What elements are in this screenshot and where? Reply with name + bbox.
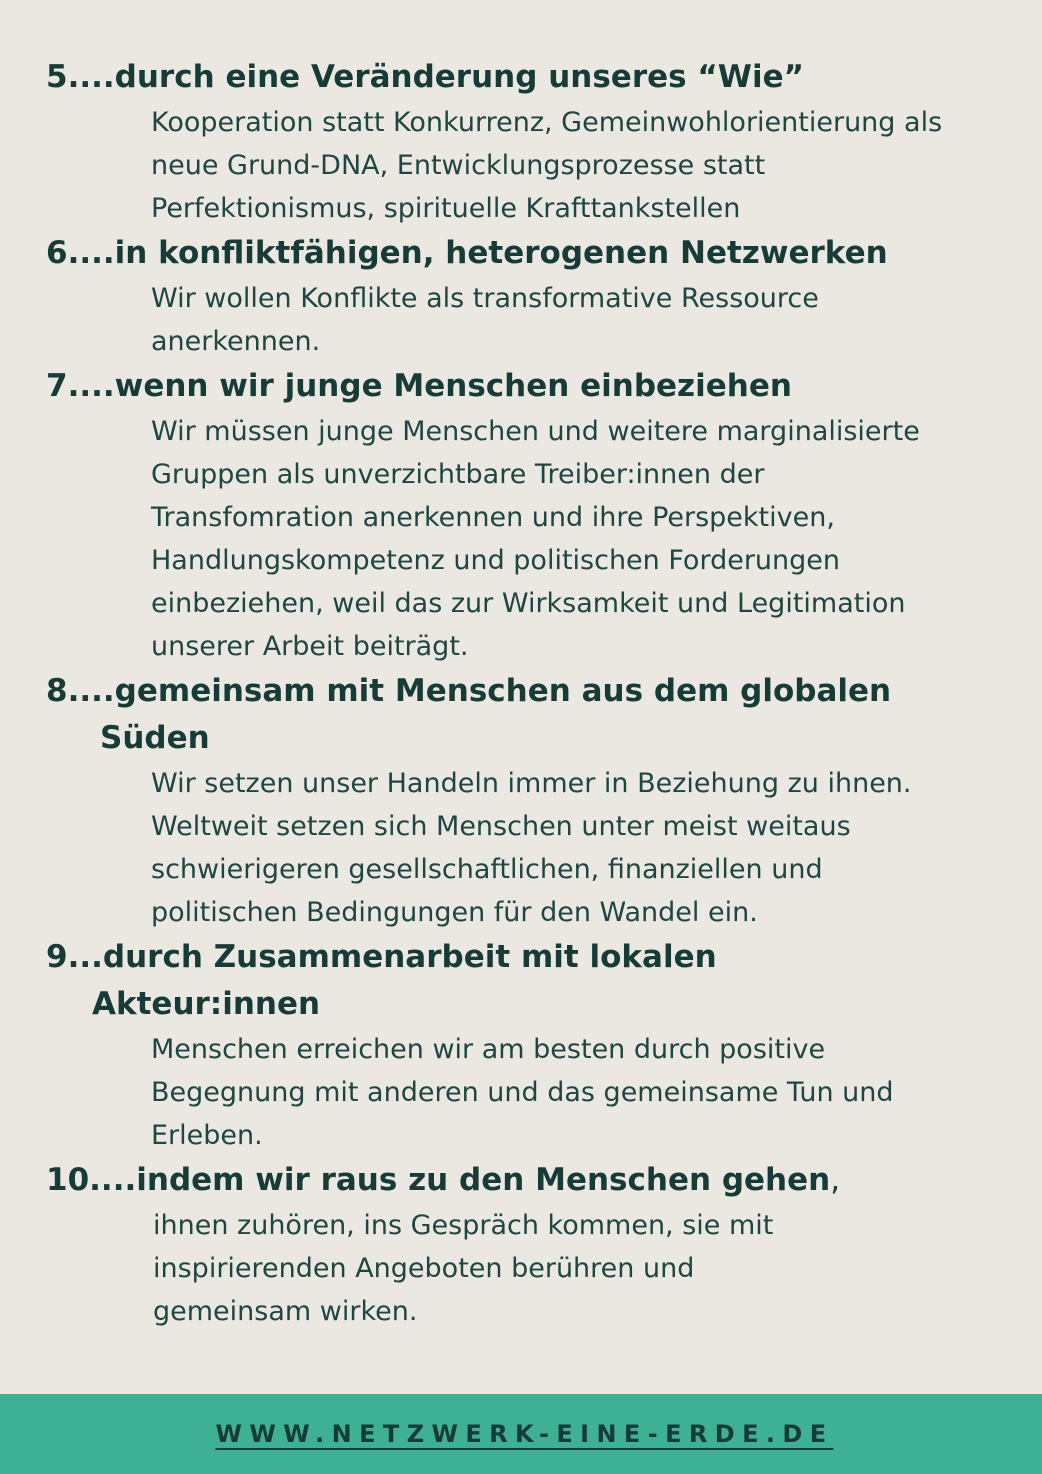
item-8-line-4: politischen Bedingungen für den Wandel ein. xyxy=(151,897,758,928)
item-8-heading: 8....gemeinsam mit Menschen aus dem globalen xyxy=(46,673,892,709)
item-8-line-1: Wir setzen unser Handeln immer in Beziehung zu ihnen. xyxy=(151,768,912,799)
item-8-line-3: schwierigeren gesellschaftlichen, finanziellen und xyxy=(151,854,823,885)
item-10-line-1: ihnen zuhören, ins Gespräch kommen, sie mit xyxy=(153,1210,774,1241)
item-10-heading xyxy=(46,1157,840,1203)
item-7-heading: 7....wenn wir junge Menschen einbeziehen xyxy=(46,368,792,404)
item-9-line-1: Menschen erreichen wir am besten durch positive xyxy=(151,1034,826,1065)
item-5-line-3: Perfektionismus, spirituelle Krafttankstellen xyxy=(151,193,741,224)
item-7-line-5: einbeziehen, weil das zur Wirksamkeit und Legitimation xyxy=(151,588,906,619)
item-7-line-6: unserer Arbeit beiträgt. xyxy=(151,631,469,662)
item-9-heading: 9...durch Zusammenarbeit mit lokalen xyxy=(46,939,717,975)
item-9-line-3: Erleben. xyxy=(151,1120,263,1151)
item-5-heading: 5....durch eine Veränderung unseres “Wie” xyxy=(46,59,804,95)
item-10-heading-comma: , xyxy=(830,1162,841,1198)
item-10-line-3: gemeinsam wirken. xyxy=(153,1296,418,1327)
item-9-line-2: Begegnung mit anderen und das gemeinsame Tun und xyxy=(151,1077,894,1108)
item-6-line-1: Wir wollen Konflikte als transformative Ressource xyxy=(151,283,819,314)
item-7-line-4: Handlungskompetenz und politischen Forderungen xyxy=(151,545,841,576)
item-7-line-1: Wir müssen junge Menschen und weitere marginalisierte xyxy=(151,416,920,447)
item-10-line-2: inspirierenden Angeboten berühren und xyxy=(153,1253,695,1284)
item-6-line-2: anerkennen. xyxy=(151,326,321,357)
item-5-line-2: neue Grund-DNA, Entwicklungsprozesse statt xyxy=(151,150,766,181)
item-7-line-2: Gruppen als unverzichtbare Treiber:innen der xyxy=(151,459,765,490)
item-5-line-1: Kooperation statt Konkurrenz, Gemeinwohlorientierung als xyxy=(151,107,943,138)
item-6-heading: 6....in konfliktfähigen, heterogenen Netzwerken xyxy=(46,235,888,271)
website-link[interactable]: WWW.NETZWERK-EINE-ERDE.DE xyxy=(215,1420,834,1448)
item-9-heading-continuation: Akteur:innen xyxy=(92,986,321,1022)
item-7-line-3: Transfomration anerkennen und ihre Perspektiven, xyxy=(151,502,835,533)
item-8-line-2: Weltweit setzen sich Menschen unter meist weitaus xyxy=(151,811,851,842)
item-10-heading-text: 10....indem wir raus zu den Menschen gehen xyxy=(46,1162,831,1198)
item-8-heading-continuation: Süden xyxy=(100,720,210,756)
